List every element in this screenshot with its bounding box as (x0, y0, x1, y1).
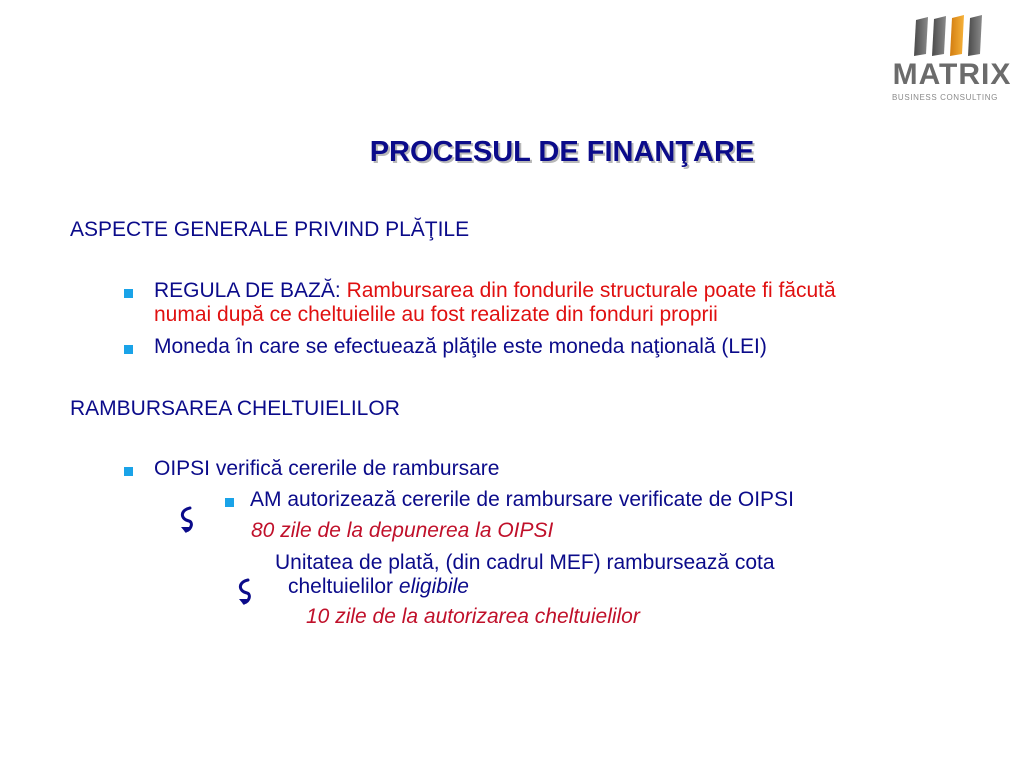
list-item-am-authorizes (250, 488, 1010, 512)
square-bullet-icon (124, 467, 133, 476)
square-bullet-icon (124, 289, 133, 298)
payment-unit-line2-italic: eligibile (398, 575, 469, 598)
basic-rule-lead: REGULA DE BAZĂ: (154, 279, 347, 302)
delay-10-days: 10 zile de la autorizarea cheltuielilor (306, 605, 640, 628)
delay-80-days: 80 zile de la depunerea la OIPSI (251, 519, 554, 542)
payment-unit-line1: Unitatea de plată, (din cadrul MEF) rambursează cota (275, 551, 775, 574)
curved-arrow-icon (236, 577, 254, 607)
logo-tagline: BUSINESS CONSULTING (892, 93, 998, 102)
square-bullet-icon (225, 498, 234, 507)
payment-unit-step (275, 551, 995, 599)
logo-name: MATRIX (892, 58, 1012, 91)
am-authorizes-text: AM autorizează cererile de rambursare verificate de OIPSI (250, 488, 794, 511)
currency-text: Moneda în care se efectuează plăţile este moneda naţională (LEI) (154, 335, 767, 358)
basic-rule-text-line1: Rambursarea din fondurile structurale poate fi făcută (346, 279, 836, 302)
basic-rule-text-line2: numai după ce cheltuielile au fost realizate din fonduri proprii (154, 303, 718, 326)
curved-arrow-icon (178, 505, 196, 535)
section-heading-general-payments: ASPECTE GENERALE PRIVIND PLĂŢILE (70, 218, 470, 241)
oipsi-verifies-text: OIPSI verifică cererile de rambursare (154, 457, 500, 480)
list-item-basic-rule (154, 279, 1004, 327)
slide-title: PROCESUL DE FINANŢARE (369, 136, 755, 168)
section-heading-reimbursement: RAMBURSAREA CHELTUIELILOR (70, 397, 400, 420)
matrix-logo-bars-icon (910, 14, 1000, 58)
list-item-oipsi-verifies (154, 457, 954, 481)
square-bullet-icon (124, 345, 133, 354)
matrix-logo (888, 14, 1016, 106)
payment-unit-line2-prefix: cheltuielilor (288, 575, 399, 598)
list-item-currency (154, 335, 1004, 359)
